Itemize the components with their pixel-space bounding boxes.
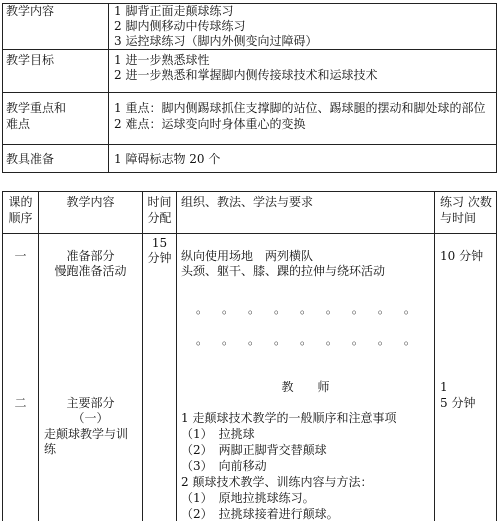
goals-item: 1 进一步熟悉球性 — [114, 53, 210, 67]
rule-left-lower — [2, 191, 3, 521]
teacher-heading: 教 师 — [281, 380, 330, 394]
row1-organization: 头颈、躯干、膝、踝的拉伸与绕环活动 — [181, 264, 386, 278]
goals-label: 教学目标 — [6, 53, 55, 67]
row1-order: 一 — [14, 249, 27, 263]
formation-dot: 。 — [377, 302, 390, 316]
formation-dot: 。 — [351, 302, 364, 316]
rule-left-upper — [2, 3, 3, 172]
row2-content: 练 — [44, 442, 57, 456]
header-organization: 组织、教法、学法与要求 — [181, 195, 314, 209]
row2-organization: （1） 拉挑球 — [181, 427, 255, 441]
rule-right-upper — [496, 3, 497, 172]
content-item: 2 脚内侧移动中传球练习 — [114, 19, 246, 33]
row1-content: 慢跑准备活动 — [54, 264, 127, 278]
formation-dot: 。 — [273, 302, 286, 316]
header-time: 分配 — [147, 211, 172, 225]
formation-dot: 。 — [221, 333, 234, 347]
formation-row — [196, 333, 416, 347]
row1-content: 准备部分 — [66, 249, 115, 263]
content-item: 1 脚背正面走颠球练习 — [114, 4, 234, 18]
rule — [2, 172, 497, 173]
row2-content: （一） — [72, 411, 109, 425]
formation-dot: 。 — [325, 333, 338, 347]
row2-organization: （3） 向前移动 — [181, 459, 267, 473]
row1-time: 分钟 — [147, 251, 172, 265]
formation-dot: 。 — [299, 302, 312, 316]
row2-content: 走颠球教学与训 — [44, 427, 129, 441]
rule — [2, 49, 497, 50]
row2-organization: （1） 原地拉挑球练习。 — [181, 491, 315, 505]
row2-organization: （2） 两脚正脚背交替颠球 — [181, 443, 327, 457]
rule-right-lower — [496, 191, 497, 521]
header-practice: 与时间 — [440, 211, 477, 225]
formation-dot: 。 — [247, 302, 260, 316]
formation-dot: 。 — [196, 333, 209, 347]
key-label: 难点 — [6, 117, 31, 131]
row2-content: 主要部分 — [66, 396, 115, 410]
row2-practice: 1 — [440, 380, 448, 394]
content-label: 教学内容 — [6, 4, 55, 18]
equip-label: 教具准备 — [6, 152, 55, 166]
rule — [2, 233, 497, 234]
rule — [2, 191, 497, 192]
rule — [2, 144, 497, 145]
formation-dot: 。 — [247, 333, 260, 347]
key-item: 2 难点：运球变向时身体重心的变换 — [114, 117, 306, 131]
rule-col3 — [176, 191, 177, 521]
row1-practice: 10 分钟 — [440, 249, 484, 263]
formation-dot: 。 — [325, 302, 338, 316]
header-practice: 练习 次数 — [440, 195, 492, 209]
row1-time: 15 — [151, 236, 168, 250]
formation-dot: 。 — [351, 333, 364, 347]
rule — [2, 92, 497, 93]
goals-item: 2 进一步熟悉和掌握脚内侧传接球技术和运球技术 — [114, 68, 378, 82]
rule-col4 — [434, 191, 435, 521]
key-label: 教学重点和 — [6, 101, 67, 115]
row2-organization: 1 走颠球技术教学的一般顺序和注意事项 — [181, 411, 397, 425]
equip-text: 1 障碍标志物 20 个 — [114, 152, 221, 166]
header-time: 时间 — [147, 195, 172, 209]
header-order: 顺序 — [8, 211, 33, 225]
formation-row — [196, 302, 416, 316]
formation-dot: 。 — [377, 333, 390, 347]
formation-dot: 。 — [403, 333, 416, 347]
formation-dot: 。 — [221, 302, 234, 316]
key-item: 1 重点：脚内侧踢球抓住支撑脚的站位、踢球腿的摆动和脚处球的部位 — [114, 101, 486, 115]
rule-top — [2, 3, 497, 4]
formation-dot: 。 — [273, 333, 286, 347]
header-order: 课的 — [8, 195, 33, 209]
row2-practice: 5 分钟 — [440, 396, 476, 410]
row1-organization: 纵向使用场地 两列横队 — [181, 249, 314, 263]
formation-dot: 。 — [403, 302, 416, 316]
rule-col1 — [38, 191, 39, 521]
rule-label-divider — [108, 3, 109, 172]
header-content: 教学内容 — [66, 195, 115, 209]
formation-dot: 。 — [196, 302, 209, 316]
row2-organization: （2） 拉挑球接着进行颠球。 — [181, 507, 339, 521]
row2-order: 二 — [14, 396, 27, 410]
formation-dot: 。 — [299, 333, 312, 347]
row2-organization: 2 颠球技术教学、训练内容与方法： — [181, 475, 373, 489]
content-item: 3 运控球练习（脚内外侧变向过障碍） — [114, 34, 318, 48]
